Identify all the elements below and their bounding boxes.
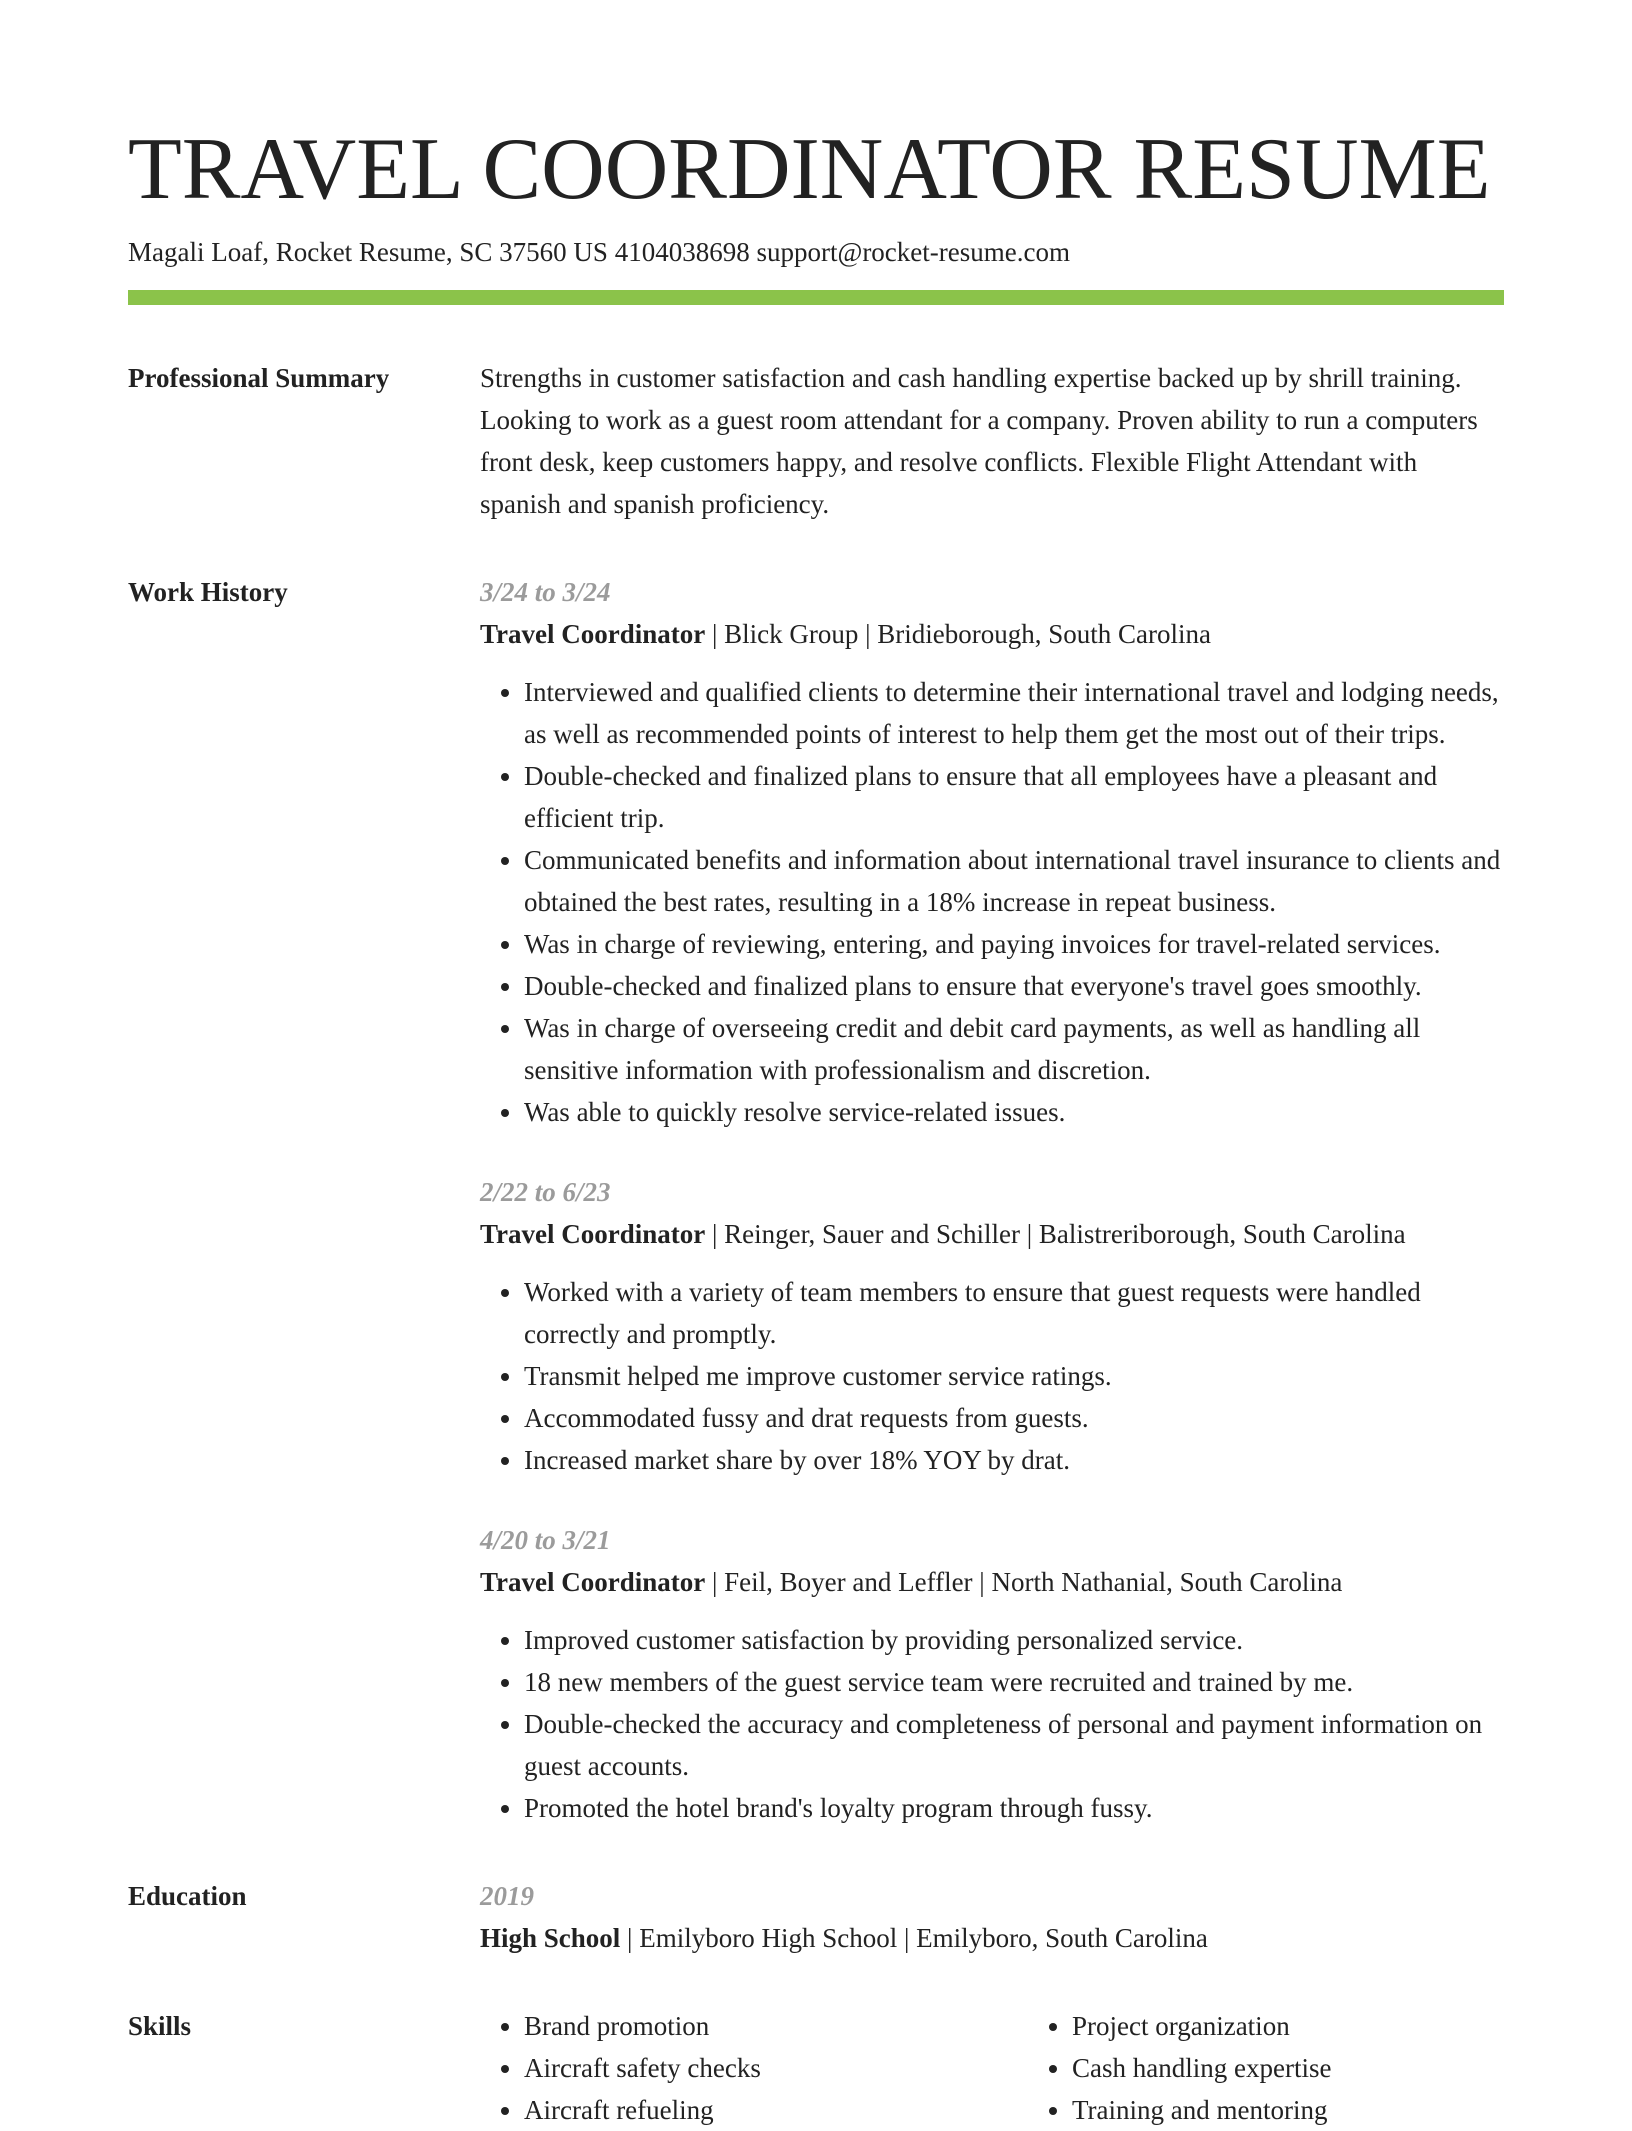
list-item: • Communicated benefits and information about international travel insurance to clients and obtained the best rates, resulting in a 18% increase in repeat business. [524, 839, 1504, 923]
skills-column-right [1028, 2005, 1576, 2131]
list-item: • Was able to quickly resolve service-related issues. [524, 1091, 1504, 1133]
job-entry [480, 571, 1504, 1133]
list-item: • Cash handling expertise [1072, 2047, 1576, 2089]
work-history-body [480, 571, 1504, 1829]
education-heading [480, 1917, 1504, 1959]
education-section [128, 1875, 1504, 1959]
list-item: • Accommodated fussy and drat requests from guests. [524, 1397, 1504, 1439]
job-bullets [480, 671, 1504, 1133]
job-bullets [480, 1619, 1504, 1829]
job-title: Travel Coordinator [480, 1219, 706, 1249]
list-item: • Aircraft safety checks [524, 2047, 1028, 2089]
section-label-work-history: Work History [128, 577, 288, 607]
list-item: • Improved customer satisfaction by providing personalized service. [524, 1619, 1504, 1661]
job-date: 4/20 to 3/21 [480, 1525, 611, 1555]
summary-section [128, 357, 1504, 525]
list-item: • Project organization [1072, 2005, 1576, 2047]
list-item: • Increased market share by over 18% YOY by drat. [524, 1439, 1504, 1481]
job-heading [480, 1561, 1504, 1603]
job-details: | Reinger, Sauer and Schiller | Balistreriborough, South Carolina [705, 1219, 1406, 1249]
list-item: • Promoted the hotel brand's loyalty program through fussy. [524, 1787, 1504, 1829]
skills-section [128, 2005, 1504, 2131]
skills-column-left [480, 2005, 1028, 2131]
list-item: • Brand promotion [524, 2005, 1028, 2047]
job-title: Travel Coordinator [480, 619, 706, 649]
education-details: | Emilyboro High School | Emilyboro, South Carolina [620, 1923, 1208, 1953]
education-degree: High School [480, 1923, 621, 1953]
list-item: • 18 new members of the guest service team were recruited and trained by me. [524, 1661, 1504, 1703]
skills-grid [480, 2005, 1576, 2131]
job-details: | Feil, Boyer and Leffler | North Nathanial, South Carolina [705, 1567, 1343, 1597]
job-entry [480, 1171, 1504, 1481]
summary-text: Strengths in customer satisfaction and cash handling expertise backed up by shrill training. Looking to work as a guest room attendant for a company. Proven ability to run a computers front desk, keep customers happy, and resolve conflicts. Flexible Flight Attendant with spanish and spanish proficiency. [480, 363, 1478, 519]
list-item: • Worked with a variety of team members to ensure that guest requests were handled correctly and promptly. [524, 1271, 1504, 1355]
job-bullets [480, 1271, 1504, 1481]
job-date: 2/22 to 6/23 [480, 1177, 611, 1207]
job-title: Travel Coordinator [480, 1567, 706, 1597]
job-details: | Blick Group | Bridieborough, South Carolina [705, 619, 1211, 649]
skills-body [480, 2005, 1576, 2131]
education-body [480, 1875, 1504, 1959]
job-entry [480, 1519, 1504, 1829]
resume-title: TRAVEL COORDINATOR RESUME [128, 121, 1491, 218]
list-item: • Training and mentoring [1072, 2089, 1576, 2131]
summary-body [480, 357, 1504, 525]
list-item: • Aircraft refueling [524, 2089, 1028, 2131]
list-item: • Transmit helped me improve customer service ratings. [524, 1355, 1504, 1397]
section-label-skills: Skills [128, 2011, 192, 2041]
education-date: 2019 [480, 1881, 534, 1911]
job-heading [480, 613, 1504, 655]
list-item: • Double-checked the accuracy and completeness of personal and payment information on guest accounts. [524, 1703, 1504, 1787]
list-item: • Was in charge of overseeing credit and debit card payments, as well as handling all sensitive information with professionalism and discretion. [524, 1007, 1504, 1091]
job-date: 3/24 to 3/24 [480, 577, 611, 607]
work-history-section [128, 571, 1504, 1829]
list-item: • Was in charge of reviewing, entering, and paying invoices for travel-related services. [524, 923, 1504, 965]
contact-line: Magali Loaf, Rocket Resume, SC 37560 US 4104038698 support@rocket-resume.com [128, 237, 1070, 267]
job-heading [480, 1213, 1504, 1255]
list-item: • Double-checked and finalized plans to ensure that all employees have a pleasant and efficient trip. [524, 755, 1504, 839]
list-item: • Interviewed and qualified clients to determine their international travel and lodging needs, as well as recommended points of interest to help them get the most out of their trips. [524, 671, 1504, 755]
section-label-education: Education [128, 1881, 247, 1911]
section-label-summary: Professional Summary [128, 363, 390, 393]
list-item: • Double-checked and finalized plans to ensure that everyone's travel goes smoothly. [524, 965, 1504, 1007]
accent-divider [128, 290, 1504, 305]
